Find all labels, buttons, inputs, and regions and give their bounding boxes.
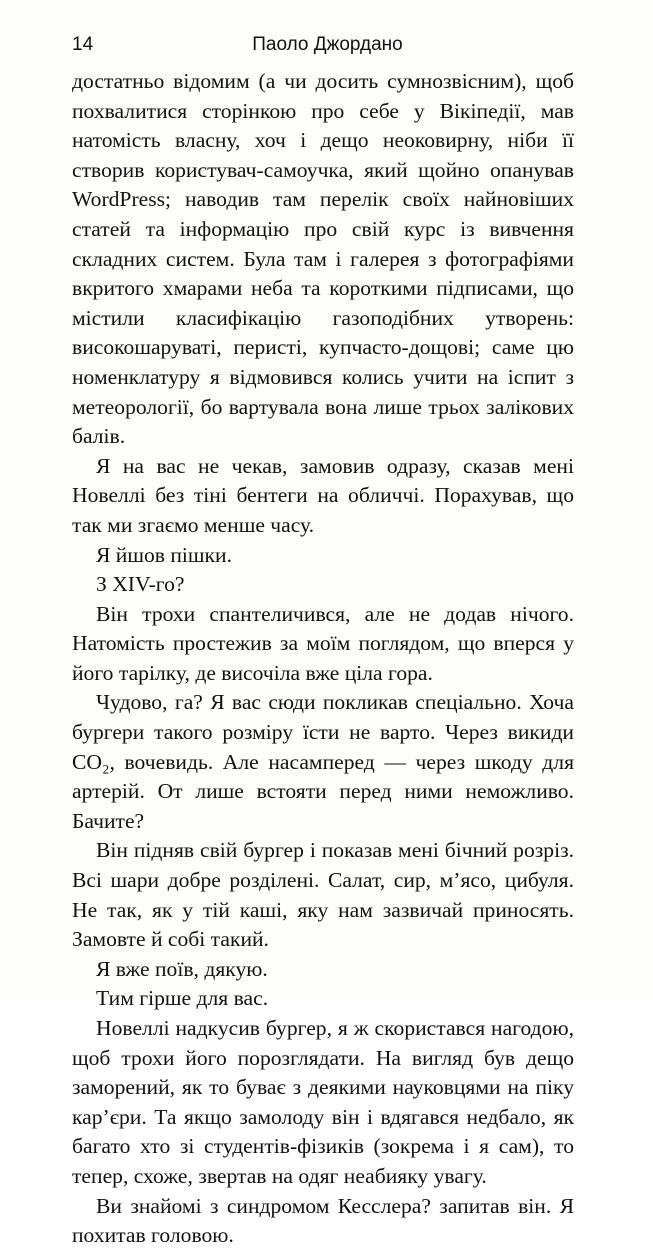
page-header: [72, 34, 583, 58]
paragraph: Тим гірше для вас.: [96, 986, 269, 1011]
paragraph: З XIV-го?: [96, 572, 185, 597]
body-text: [72, 67, 574, 1251]
paragraph: Я йшов пішки.: [96, 542, 233, 567]
paragraph: Новеллі надкусив бургер, я ж скористався нагодою, щоб трохи його порозглядати. На вигляд був дещо заморений, як то буває з деякими науковцями на піку кар’єри. Та якщо замолоду він і вдягався недбало, як багато хто зі студентів-фізиків (зокрема і я сам), то тепер, схоже, звертав на одяг неабияку увагу.: [72, 1016, 574, 1188]
paragraph: Він трохи спантеличився, але не додав нічого. Натомість простежив за моїм поглядом, що вперся у його тарілку, де височіла вже ціла гора.: [72, 601, 574, 685]
paragraph: Я вже поїв, дякую.: [96, 956, 268, 981]
paragraph: Я на вас не чекав, замовив одразу, сказав мені Новеллі без тіні бентеги на обличчі. Порахував, що так ми згаємо менше часу.: [72, 453, 574, 537]
paragraph: Чудово, га? Я вас сюди покликав спеціально. Хоча бургери такого розміру їсти не варто. Через викиди CO₂, вочевидь. Але насамперед — через шкоду для артерій. От лише встояти перед ними неможливо. Бачите?: [72, 690, 574, 833]
running-title: Паоло Джордано: [252, 34, 403, 55]
paragraph: достатньо відомим (а чи досить сумнозвісним), щоб похвалитися сторінкою про себе у Вікіпедії, мав натомість власну, хоч і дещо неоковирну, ніби її створив користувач-самоучка, який щойно опанував WordPress; наводив там перелік своїх найновіших статей та інформацію про свій курс із вивчення складних систем. Була там і галерея з фотографіями вкритого хмарами неба та короткими підписами, що містили класифікацію газоподібних утворень: високошаруваті, перисті, купчасто-дощові; саме цю номенклатуру я відмовився колись учити на іспит з метеорології, бо вартувала вона лише трьох залікових балів.: [72, 69, 574, 449]
page-number: 14: [72, 34, 94, 55]
paragraph: Ви знайомі з синдромом Кесслера? запитав він. Я похитав головою.: [72, 1193, 574, 1248]
paragraph: Він підняв свій бургер і показав мені бічний розріз. Всі шари добре розділені. Салат, сир, м’ясо, цибуля. Не так, як у тій каші, яку нам зазвичай приносять. Замовте й собі такий.: [72, 838, 574, 952]
